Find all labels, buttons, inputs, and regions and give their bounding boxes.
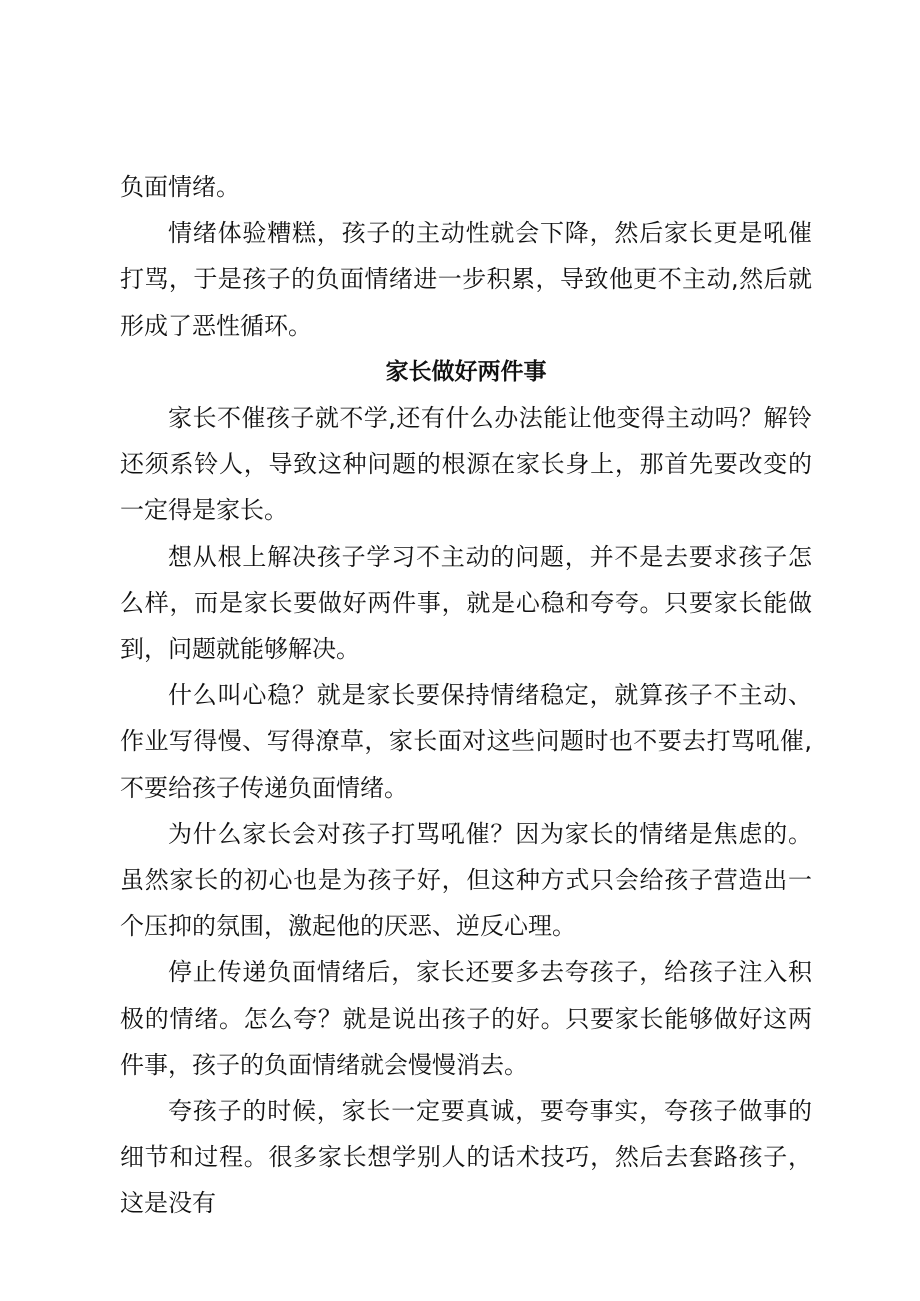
paragraph-root-cause: 家长不催孩子就不学,还有什么办法能让他变得主动吗？解铃还须系铃人，导致这种问题的根源在家长身上，那首先要改变的一定得是家长。 [120, 404, 812, 525]
paragraph-anxiety: 为什么家长会对孩子打骂吼催？因为家长的情绪是焦虑的。虽然家长的初心也是为孩子好，但这种方式只会给孩子营造出一个压抑的氛围，激起他的厌恶、逆反心理。 [120, 819, 812, 941]
section-heading: 家长做好两件事 [385, 358, 547, 385]
paragraph-continuation: 负面情绪。 [120, 173, 240, 201]
paragraph-sincere-praise: 夸孩子的时候，家长一定要真诚，要夸事实，夸孩子做事的细节和过程。很多家长想学别人的话术技巧，然后去套路孩子，这是没有 [120, 1097, 812, 1218]
paragraph-calm-mind: 什么叫心稳？就是家长要保持情绪稳定，就算孩子不主动、作业写得慢、写得潦草，家长面对这些问题时也不要去打骂吼催,不要给孩子传递负面情绪。 [120, 681, 812, 802]
document-page [120, 164, 812, 1227]
paragraph-vicious-cycle: 情绪体验糟糕，孩子的主动性就会下降，然后家长更是吼催打骂，于是孩子的负面情绪进一步积累，导致他更不主动,然后就形成了恶性循环。 [120, 219, 812, 340]
paragraph-praise: 停止传递负面情绪后，家长还要多去夸孩子，给孩子注入积极的情绪。怎么夸？就是说出孩子的好。只要家长能够做好这两件事，孩子的负面情绪就会慢慢消去。 [120, 958, 812, 1079]
paragraph-two-things: 想从根上解决孩子学习不主动的问题，并不是去要求孩子怎么样，而是家长要做好两件事，就是心稳和夸夸。只要家长能做到，问题就能够解决。 [120, 542, 812, 664]
